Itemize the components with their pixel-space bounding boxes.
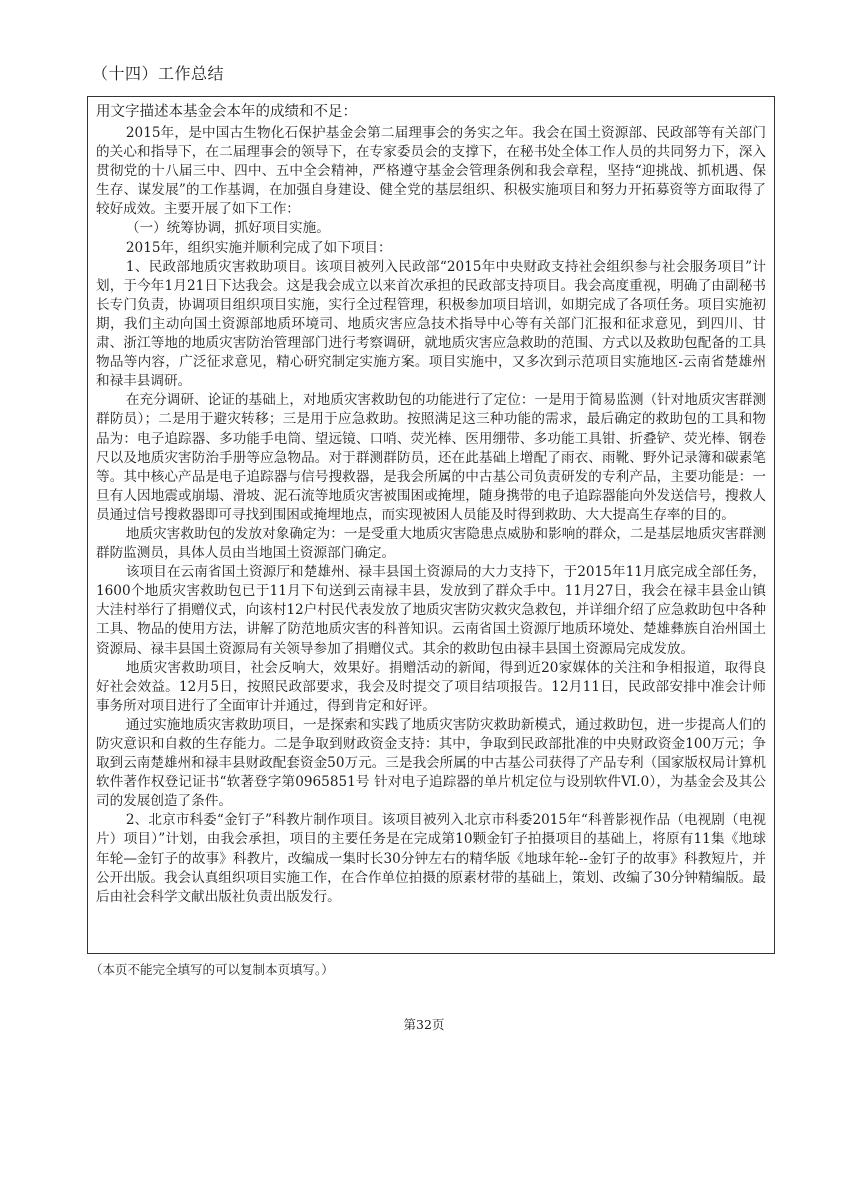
paragraph-kit-function: 在充分调研、论证的基础上，对地质灾害救助包的功能进行了定位：一是用于简易监测（针对地质灾害群测群防员）；二是用于避灾转移；三是用于应急救助。按照满足这三种功能的需求，最后确定的救助包的工具和物品为：电子追踪器、多功能手电筒、望远镜、口哨、荧光棒、医用绷带、多功能工具钳、折叠铲、荧光棒、钢卷尺以及地质灾害防治手册等应急物品。对于群测群防员，还在此基础上增配了雨衣、雨靴、野外记录簿和碳素笔等。其中核心产品是电子追踪器与信号搜救器，是我会所属的中古基公司负责研发的专利产品，主要功能是：一旦有人因地震或崩塌、滑坡、泥石流等地质灾害被围困或掩埋，随身携带的电子追踪器能向外发送信号，搜救人员通过信号搜救器即可寻找到围困或掩埋地点，而实现被困人员能及时得到救助、大大提高生存率的目的。 <box>96 392 766 523</box>
paragraph-intro: 2015年，是中国古生物化石保护基金会第二届理事会的务实之年。我会在国土资源部、民政部等有关部门的关心和指导下，在二届理事会的领导下，在专家委员会的支撑下，在秘书处全体工作人员的共同努力下，深入贯彻党的十八届三中、四中、五中全会精神，严格遵守基金会管理条例和我会章程，坚持“迎挑战、抓机遇、保生存、谋发展”的工作基调，在加强自身建设、健全党的基层组织、积极实施项目和努力开拓募资等方面取得了较好成效。主要开展了如下工作： <box>96 125 766 218</box>
section-title: （十四）工作总结 <box>92 64 225 83</box>
paragraph-projects-lead: 2015年，组织实施并顺利完成了如下项目： <box>125 239 392 256</box>
footnote: （本页不能完全填写的可以复制本页填写。） <box>90 962 334 977</box>
paragraph-impact: 地质灾害救助项目，社会反响大，效果好。捐赠活动的新闻，得到近20家媒体的关注和争相报道，取得良好社会效益。12月5日，按照民政部要求，我会及时提交了项目结项报告。12月11日，民政部安排中准会计师事务所对项目进行了全面审计并通过，得到肯定和好评。 <box>96 659 766 714</box>
paragraph-outcomes: 通过实施地质灾害救助项目，一是探索和实践了地质灾害防灾救助新模式，通过救助包，进一步提高人们的防灾意识和自救的生存能力。二是争取到财政资金支持：其中，争取到民政部批准的中央财政资金100万元；争取到云南楚雄州和禄丰县财政配套资金50万元。三是我会所属的中古基公司获得了产品专利（国家版权局计算机软件著作权登记证书“软著登字第0965851号 针对电子追踪器的单片机定位与设别软件VI.0），为基金会及其公司的发展创造了条件。 <box>96 716 766 810</box>
paragraph-completion: 该项目在云南省国土资源厅和楚雄州、禄丰县国土资源局的大力支持下，于2015年11月底完成全部任务，1600个地质灾害救助包已于11月下旬送到云南禄丰县，发放到了群众手中。11月27日，我会在禄丰县金山镇大洼村举行了捐赠仪式，向该村12户村民代表发放了地质灾害防灾救灾急救包，并详细介绍了应急救助包中各种工具、物品的使用方法，讲解了防范地质灾害的科普知识。云南省国土资源厅地质环境处、楚雄彝族自治州国土资源局、禄丰县国土资源局有关领导参加了捐赠仪式。其余的救助包由禄丰县国土资源局完成发放。 <box>96 564 766 657</box>
summary-body <box>96 124 766 907</box>
paragraph-project-1: 1、民政部地质灾害救助项目。该项目被列入民政部“2015年中央财政支持社会组织参与社会服务项目”计划，于今年1月21日下达我会。这是我会成立以来首次承担的民政部支持项目。我会高度重视，明确了由副秘书长专门负责，协调项目组织项目实施，实行全过程管理，积极参加项目培训，如期完成了各项任务。项目实施初期，我们主动向国土资源部地质环境司、地质灾害应急技术指导中心等有关部门汇报和征求意见，到四川、甘肃、浙江等地的地质灾害防治管理部门进行考察调研，就地质灾害应急救助的范围、方式以及救助包配备的工具物品等内容，广泛征求意见，精心研究制定实施方案。项目实施中，又多次到示范项目实施地区-云南省楚雄州和禄丰县调研。 <box>96 258 766 390</box>
paragraph-subheading: （一）统筹协调，抓好项目实施。 <box>125 220 330 237</box>
page-number: 第32页 <box>403 1017 445 1032</box>
frame-header: 用文字描述本基金会本年的成绩和不足： <box>96 104 357 120</box>
paragraph-recipients: 地质灾害救助包的发放对象确定为：一是受重大地质灾害隐患点威胁和影响的群众，二是基层地质灾害群测群防监测员，具体人员由当地国土资源部门确定。 <box>96 525 766 562</box>
work-summary-frame <box>87 96 775 954</box>
paragraph-project-2: 2、北京市科委“金钉子”科教片制作项目。该项目被列入北京市科委2015年“科普影视作品（电视剧（电视片）项目）”计划，由我会承担，项目的主要任务是在完成第10颗金钉子拍摄项目的基础上，将原有11集《地球年轮—金钉子的故事》科教片，改编成一集时长30分钟左右的精华版《地球年轮--金钉子的故事》科教短片，并公开出版。我会认真组织项目实施工作，在合作单位拍摄的原素材带的基础上，策划、改编了30分钟精编版。最后由社会科学文献出版社负责出版发行。 <box>96 812 766 905</box>
